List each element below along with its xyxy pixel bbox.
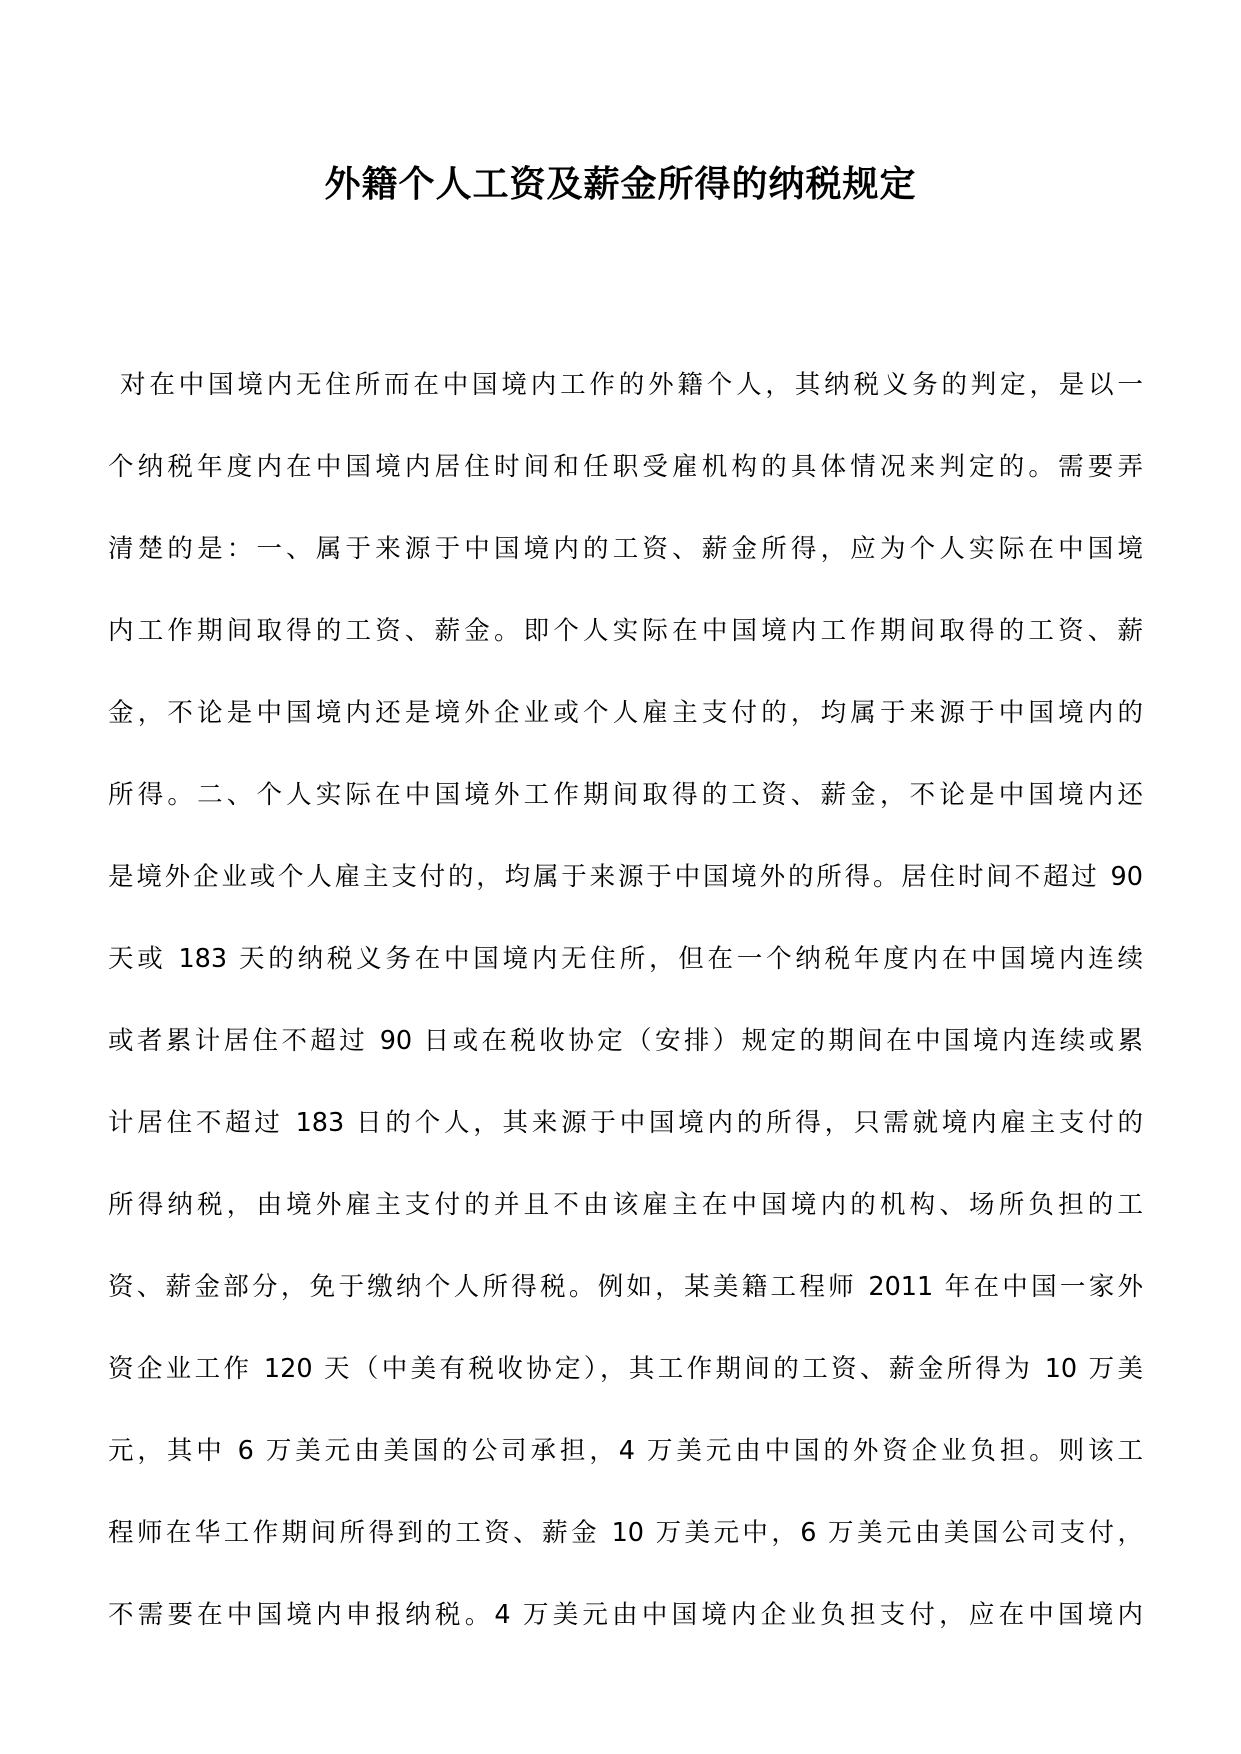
body-line: 清楚的是：一、属于来源于中国境内的工资、薪金所得，应为个人实际在中国境: [108, 534, 1143, 564]
document-body: [108, 344, 1143, 1656]
document-title: 外籍个人工资及薪金所得的纳税规定: [324, 163, 917, 205]
body-line: 所得。二、个人实际在中国境外工作期间取得的工资、薪金，不论是中国境内还: [108, 780, 1143, 810]
body-line: 资、薪金部分，免于缴纳个人所得税。例如，某美籍工程师 2011 年在中国一家外: [108, 1272, 1143, 1302]
body-line: 不需要在中国境内申报纳税。4 万美元由中国境内企业负担支付，应在中国境内: [108, 1600, 1143, 1630]
body-line: 金，不论是中国境内还是境外企业或个人雇主支付的，均属于来源于中国境内的: [108, 698, 1143, 728]
body-line: 内工作期间取得的工资、薪金。即个人实际在中国境内工作期间取得的工资、薪: [108, 616, 1143, 646]
body-line: 或者累计居住不超过 90 日或在税收协定（安排）规定的期间在中国境内连续或累: [108, 1026, 1143, 1056]
body-line: 资企业工作 120 天（中美有税收协定），其工作期间的工资、薪金所得为 10 万美: [108, 1354, 1143, 1384]
body-line: 个纳税年度内在中国境内居住时间和任职受雇机构的具体情况来判定的。需要弄: [108, 452, 1143, 482]
body-line: 程师在华工作期间所得到的工资、薪金 10 万美元中，6 万美元由美国公司支付，: [108, 1518, 1143, 1548]
body-line: 对在中国境内无住所而在中国境内工作的外籍个人，其纳税义务的判定，是以一: [120, 370, 1143, 400]
body-line: 所得纳税，由境外雇主支付的并且不由该雇主在中国境内的机构、场所负担的工: [108, 1190, 1143, 1220]
body-line: 是境外企业或个人雇主支付的，均属于来源于中国境外的所得。居住时间不超过 90: [108, 862, 1143, 892]
body-line: 计居住不超过 183 日的个人，其来源于中国境内的所得，只需就境内雇主支付的: [108, 1108, 1143, 1138]
body-line: 元，其中 6 万美元由美国的公司承担，4 万美元由中国的外资企业负担。则该工: [108, 1436, 1143, 1466]
body-line: 天或 183 天的纳税义务在中国境内无住所，但在一个纳税年度内在中国境内连续: [108, 944, 1143, 974]
